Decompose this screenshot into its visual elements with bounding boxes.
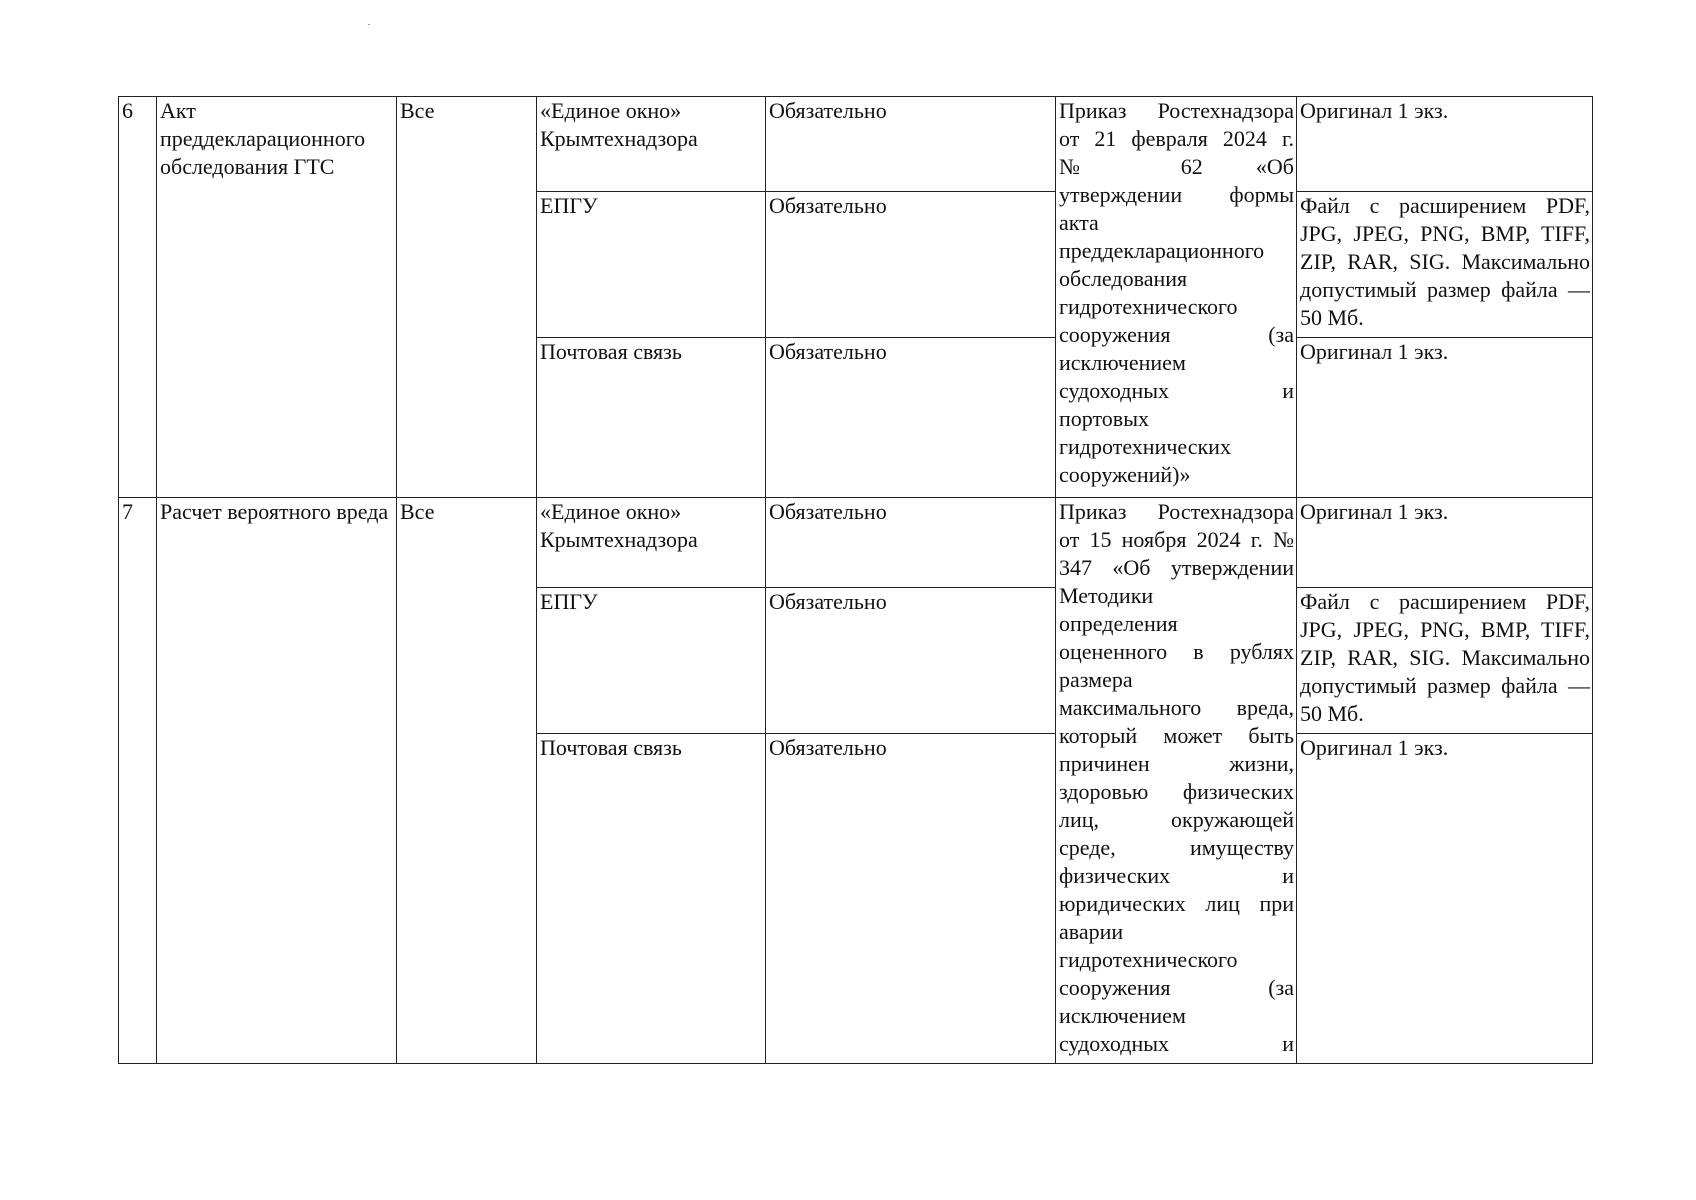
submission-status: Обязательно — [766, 97, 1056, 192]
legal-basis: Приказ Ростехнадзора от 15 ноября 2024 г. № 347 «Об утверждении Методики определения оцененного в рублях размера максимального вреда, который может быть причинен жизни, здоровью физических лиц, окружающей среде, имуществу физических и юридических лиц при аварии гидротехнического сооружения (за исключением судоходных и — [1056, 498, 1297, 1064]
document-name: Расчет вероятного вреда — [157, 498, 397, 1064]
submission-channel: «Единое окно» Крымтехнадзора — [537, 97, 766, 192]
submission-status: Обязательно — [766, 338, 1056, 498]
file-requirement: Файл с расширением PDF, JPG, JPEG, PNG, BMP, TIFF, ZIP, RAR, SIG. Максимально допустимый размер файла — 50 Мб. — [1297, 192, 1593, 338]
submission-status: Обязательно — [766, 498, 1056, 588]
file-requirement: Оригинал 1 экз. — [1297, 97, 1593, 192]
row-number: 7 — [119, 498, 157, 1064]
document-name: Акт преддекларационного обследования ГТС — [157, 97, 397, 498]
submission-status: Обязательно — [766, 734, 1056, 1064]
applicant-category: Все — [397, 97, 537, 498]
submission-status: Обязательно — [766, 588, 1056, 734]
requirements-table — [118, 96, 1593, 1064]
legal-basis: Приказ Ростехнадзора от 21 февраля 2024 г. № 62 «Об утверждении формы акта преддекларационного обследования гидротехнического сооружения (за исключением судоходных и портовых гидротехнических сооружений)» — [1056, 97, 1297, 498]
file-requirement: Оригинал 1 экз. — [1297, 498, 1593, 588]
table-row — [119, 498, 1593, 588]
row-number: 6 — [119, 97, 157, 498]
submission-channel: «Единое окно» Крымтехнадзора — [537, 498, 766, 588]
file-requirement: Оригинал 1 экз. — [1297, 734, 1593, 1064]
file-requirement: Файл с расширением PDF, JPG, JPEG, PNG, BMP, TIFF, ZIP, RAR, SIG. Максимально допустимый размер файла — 50 Мб. — [1297, 588, 1593, 734]
file-requirement: Оригинал 1 экз. — [1297, 338, 1593, 498]
submission-channel: ЕПГУ — [537, 192, 766, 338]
submission-status: Обязательно — [766, 192, 1056, 338]
submission-channel: ЕПГУ — [537, 588, 766, 734]
scan-speck — [368, 24, 370, 25]
submission-channel: Почтовая связь — [537, 734, 766, 1064]
table-row — [119, 97, 1593, 192]
applicant-category: Все — [397, 498, 537, 1064]
submission-channel: Почтовая связь — [537, 338, 766, 498]
